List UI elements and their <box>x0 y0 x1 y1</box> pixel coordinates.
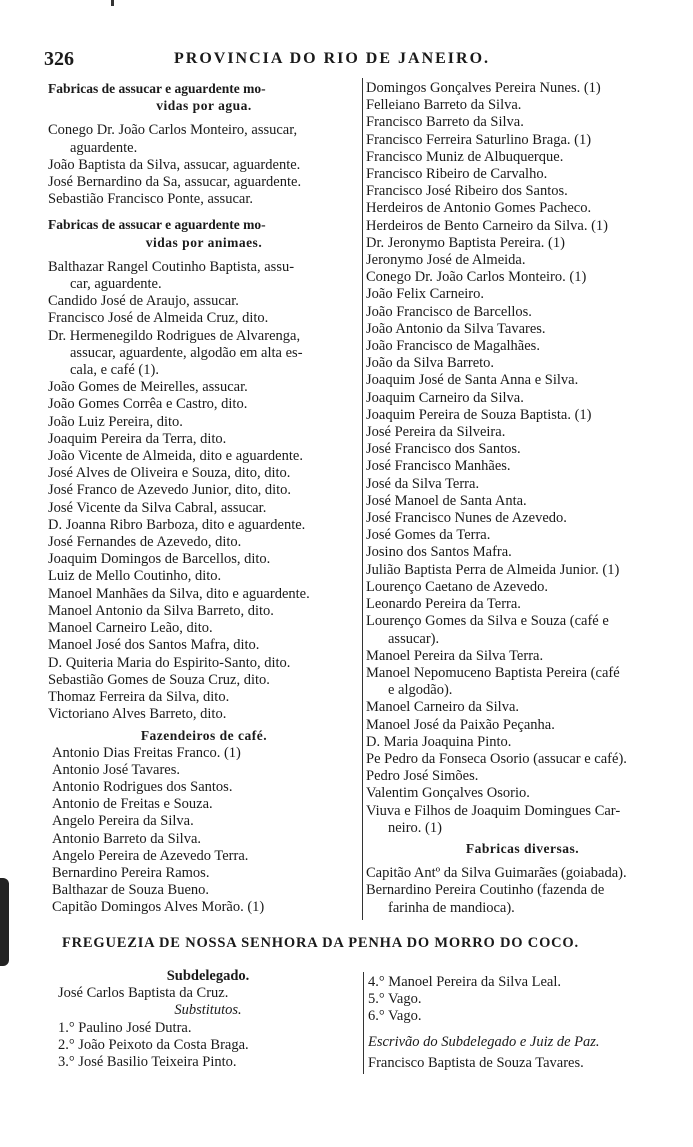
list-item: Joaquim Pereira de Souza Baptista. (1) <box>366 406 592 423</box>
list-item: Capitão Domingos Alves Morão. (1) <box>52 899 265 916</box>
list-item: 5.° Vago. <box>368 991 422 1008</box>
list-item: cala, e café (1). <box>70 362 159 379</box>
list-item: José Vicente da Silva Cabral, assucar. <box>48 499 267 516</box>
list-item: D. Quiteria Maria do Espirito-Santo, dito. <box>48 654 291 671</box>
list-item: Manoel Manhães da Silva, dito e aguardente. <box>48 585 310 602</box>
list-item: Dr. Hermenegildo Rodrigues de Alvarenga, <box>48 327 301 344</box>
list-item: José Francisco Nunes de Azevedo. <box>366 510 567 527</box>
list-item: Bernardino Pereira Coutinho (fazenda de <box>366 882 605 899</box>
running-title: PROVINCIA DO RIO DE JANEIRO. <box>174 50 491 67</box>
parish-title: FREGUEZIA DE NOSSA SENHORA DA PENHA DO MORRO DO COCO. <box>62 935 579 951</box>
binding-edge <box>0 878 9 966</box>
list-item: Antonio Rodrigues dos Santos. <box>52 778 233 795</box>
list-item: Francisco Ferreira Saturlino Braga. (1) <box>366 131 592 148</box>
list-item: João Gomes de Meirelles, assucar. <box>48 379 248 396</box>
list-item: aguardente. <box>70 139 138 156</box>
list-item: 3.° José Basilio Teixeira Pinto. <box>58 1054 237 1071</box>
left-column <box>48 80 360 917</box>
list-item: Antonio Barreto da Silva. <box>52 830 202 847</box>
list-item: Manoel José da Paixão Peçanha. <box>366 716 555 733</box>
list-item: Candido José de Araujo, assucar. <box>48 293 239 310</box>
list-item: José Francisco dos Santos. <box>366 441 521 458</box>
list-item: Antonio de Freitas e Souza. <box>52 796 213 813</box>
list-item: Manoel José dos Santos Mafra, dito. <box>48 637 260 654</box>
list-item: João da Silva Barreto. <box>366 355 495 372</box>
list-item: Pe Pedro da Fonseca Osorio (assucar e café). <box>366 750 627 767</box>
list-item: Manoel Pereira da Silva Terra. <box>366 647 544 664</box>
list-item: D. Maria Joaquina Pinto. <box>366 733 512 750</box>
list-item: Lourenço Gomes da Silva e Souza (café e <box>366 613 609 630</box>
list-item: assucar). <box>388 630 440 647</box>
list-item: João Francisco de Magalhães. <box>366 338 540 355</box>
list-item: Manoel Carneiro da Silva. <box>366 699 520 716</box>
list-item: Viuva e Filhos de Joaquim Domingues Car- <box>366 802 621 819</box>
list-item: João Francisco de Barcellos. <box>366 303 532 320</box>
list-item: Sebastião Gomes de Souza Cruz, dito. <box>48 671 270 688</box>
list-item: Leonardo Pereira da Terra. <box>366 596 521 613</box>
list-item: neiro. (1) <box>388 819 442 836</box>
section-heading: Subdelegado. <box>166 968 250 984</box>
list-item: car, aguardente. <box>70 276 162 293</box>
list-item: Francisco José Ribeiro dos Santos. <box>366 183 568 200</box>
list-item: Joaquim Domingos de Barcellos, dito. <box>48 551 271 568</box>
list-item: 2.° João Peixoto da Costa Braga. <box>58 1036 249 1053</box>
list-item: Conego Dr. João Carlos Monteiro, assucar, <box>48 122 298 139</box>
list-item: José Bernardino da Sa, assucar, aguardente. <box>48 174 302 191</box>
list-item: e algodão). <box>388 682 453 699</box>
list-item: João Luiz Pereira, dito. <box>48 413 183 430</box>
list-item: Manoel Antonio da Silva Barreto, dito. <box>48 602 274 619</box>
list-item: Antonio José Tavares. <box>52 761 180 778</box>
list-item: Victoriano Alves Barreto, dito. <box>48 706 227 723</box>
list-item: João Vicente de Almeida, dito e aguardente. <box>48 448 303 465</box>
section-heading: vidas por animaes. <box>145 234 263 250</box>
list-item: 1.° Paulino José Dutra. <box>58 1019 192 1036</box>
section-heading: Fabricas de assucar e aguardente mo- <box>48 81 266 96</box>
list-item: Felleiano Barreto da Silva. <box>366 97 522 114</box>
section-heading: Fazendeiros de café. <box>140 728 268 744</box>
page-header <box>44 48 652 72</box>
list-item: José Francisco Manhães. <box>366 458 511 475</box>
list-item: José Pereira da Silveira. <box>366 424 506 441</box>
list-item: José Fernandes de Azevedo, dito. <box>48 534 242 551</box>
list-item: Francisco Baptista de Souza Tavares. <box>368 1054 584 1071</box>
list-item: D. Joanna Ribro Barboza, dito e aguardente. <box>48 516 306 533</box>
list-item: Valentim Gonçalves Osorio. <box>366 785 530 802</box>
list-item: Manoel Nepomuceno Baptista Pereira (café <box>366 664 620 681</box>
list-item: Dr. Jeronymo Baptista Pereira. (1) <box>366 234 565 251</box>
list-item: Joaquim Pereira da Terra, dito. <box>48 430 227 447</box>
right-column <box>366 80 679 917</box>
list-item: Francisco Barreto da Silva. <box>366 114 524 131</box>
list-item: Capitão Antº da Silva Guimarães (goiabada). <box>366 865 627 882</box>
list-item: 4.° Manoel Pereira da Silva Leal. <box>368 974 562 990</box>
list-item: Joaquim José de Santa Anna e Silva. <box>366 372 579 389</box>
list-item: Thomaz Ferreira da Silva, dito. <box>48 688 230 705</box>
list-item: João Felix Carneiro. <box>366 286 484 303</box>
column-divider <box>362 78 363 920</box>
list-item: Antonio Dias Freitas Franco. (1) <box>52 744 241 761</box>
list-item: João Baptista da Silva, assucar, aguardente. <box>48 156 301 173</box>
list-item: Sebastião Francisco Ponte, assucar. <box>48 191 253 208</box>
section-heading: Fabricas de assucar e aguardente mo- <box>48 217 266 233</box>
section-heading: Fabricas diversas. <box>465 840 580 856</box>
list-item: Joaquim Carneiro da Silva. <box>366 389 524 406</box>
list-item: 6.° Vago. <box>368 1008 422 1025</box>
list-item: Herdeiros de Antonio Gomes Pacheco. <box>366 200 592 217</box>
list-item: farinha de mandioca). <box>388 899 515 916</box>
list-item: Angelo Pereira de Azevedo Terra. <box>52 847 249 864</box>
list-item: Pedro José Simões. <box>366 768 479 785</box>
list-item: Balthazar de Souza Bueno. <box>52 882 210 899</box>
list-item: Francisco Ribeiro de Carvalho. <box>366 166 548 183</box>
list-item: Conego Dr. João Carlos Monteiro. (1) <box>366 269 587 286</box>
list-item: Domingos Gonçalves Pereira Nunes. (1) <box>366 80 601 96</box>
list-item: José Alves de Oliveira e Souza, dito, dito. <box>48 465 291 482</box>
list-item: Francisco José de Almeida Cruz, dito. <box>48 310 269 327</box>
list-item: Herdeiros de Bento Carneiro da Silva. (1) <box>366 217 608 234</box>
list-item: assucar, aguardente, algodão em alta es- <box>70 344 303 361</box>
page-number: 326 <box>44 48 74 70</box>
list-item: João Antonio da Silva Tavares. <box>366 320 546 337</box>
list-item: Francisco Muniz de Albuquerque. <box>366 148 564 165</box>
list-item: José Manoel de Santa Anta. <box>366 492 527 509</box>
list-item: José da Silva Terra. <box>366 475 480 492</box>
section-heading: vidas por agua. <box>156 98 252 114</box>
list-item: Josino dos Santos Mafra. <box>366 544 512 561</box>
list-item: Bernardino Pereira Ramos. <box>52 864 210 881</box>
list-item: Julião Baptista Perra de Almeida Junior. (1) <box>366 561 620 578</box>
section-heading: Substitutos. <box>174 1002 242 1019</box>
list-item: Lourenço Caetano de Azevedo. <box>366 578 548 595</box>
list-item: Angelo Pereira da Silva. <box>52 813 194 830</box>
substitutos-continued <box>368 974 678 1072</box>
list-item: José Franco de Azevedo Junior, dito, dito. <box>48 482 292 499</box>
list-item: Jeronymo José de Almeida. <box>366 252 526 269</box>
list-item: Luiz de Mello Coutinho, dito. <box>48 568 222 585</box>
list-item: Balthazar Rangel Coutinho Baptista, assu- <box>48 258 295 275</box>
list-item: José Gomes da Terra. <box>366 527 491 544</box>
subdelegado-block <box>58 968 358 1071</box>
list-item: João Gomes Corrêa e Castro, dito. <box>48 396 248 413</box>
list-item: José Carlos Baptista da Cruz. <box>58 985 229 1002</box>
section-heading: Escrivão do Subdelegado e Juiz de Paz. <box>368 1033 600 1050</box>
list-item: Manoel Carneiro Leão, dito. <box>48 620 213 637</box>
column-divider <box>363 972 364 1074</box>
print-mark <box>111 0 114 6</box>
